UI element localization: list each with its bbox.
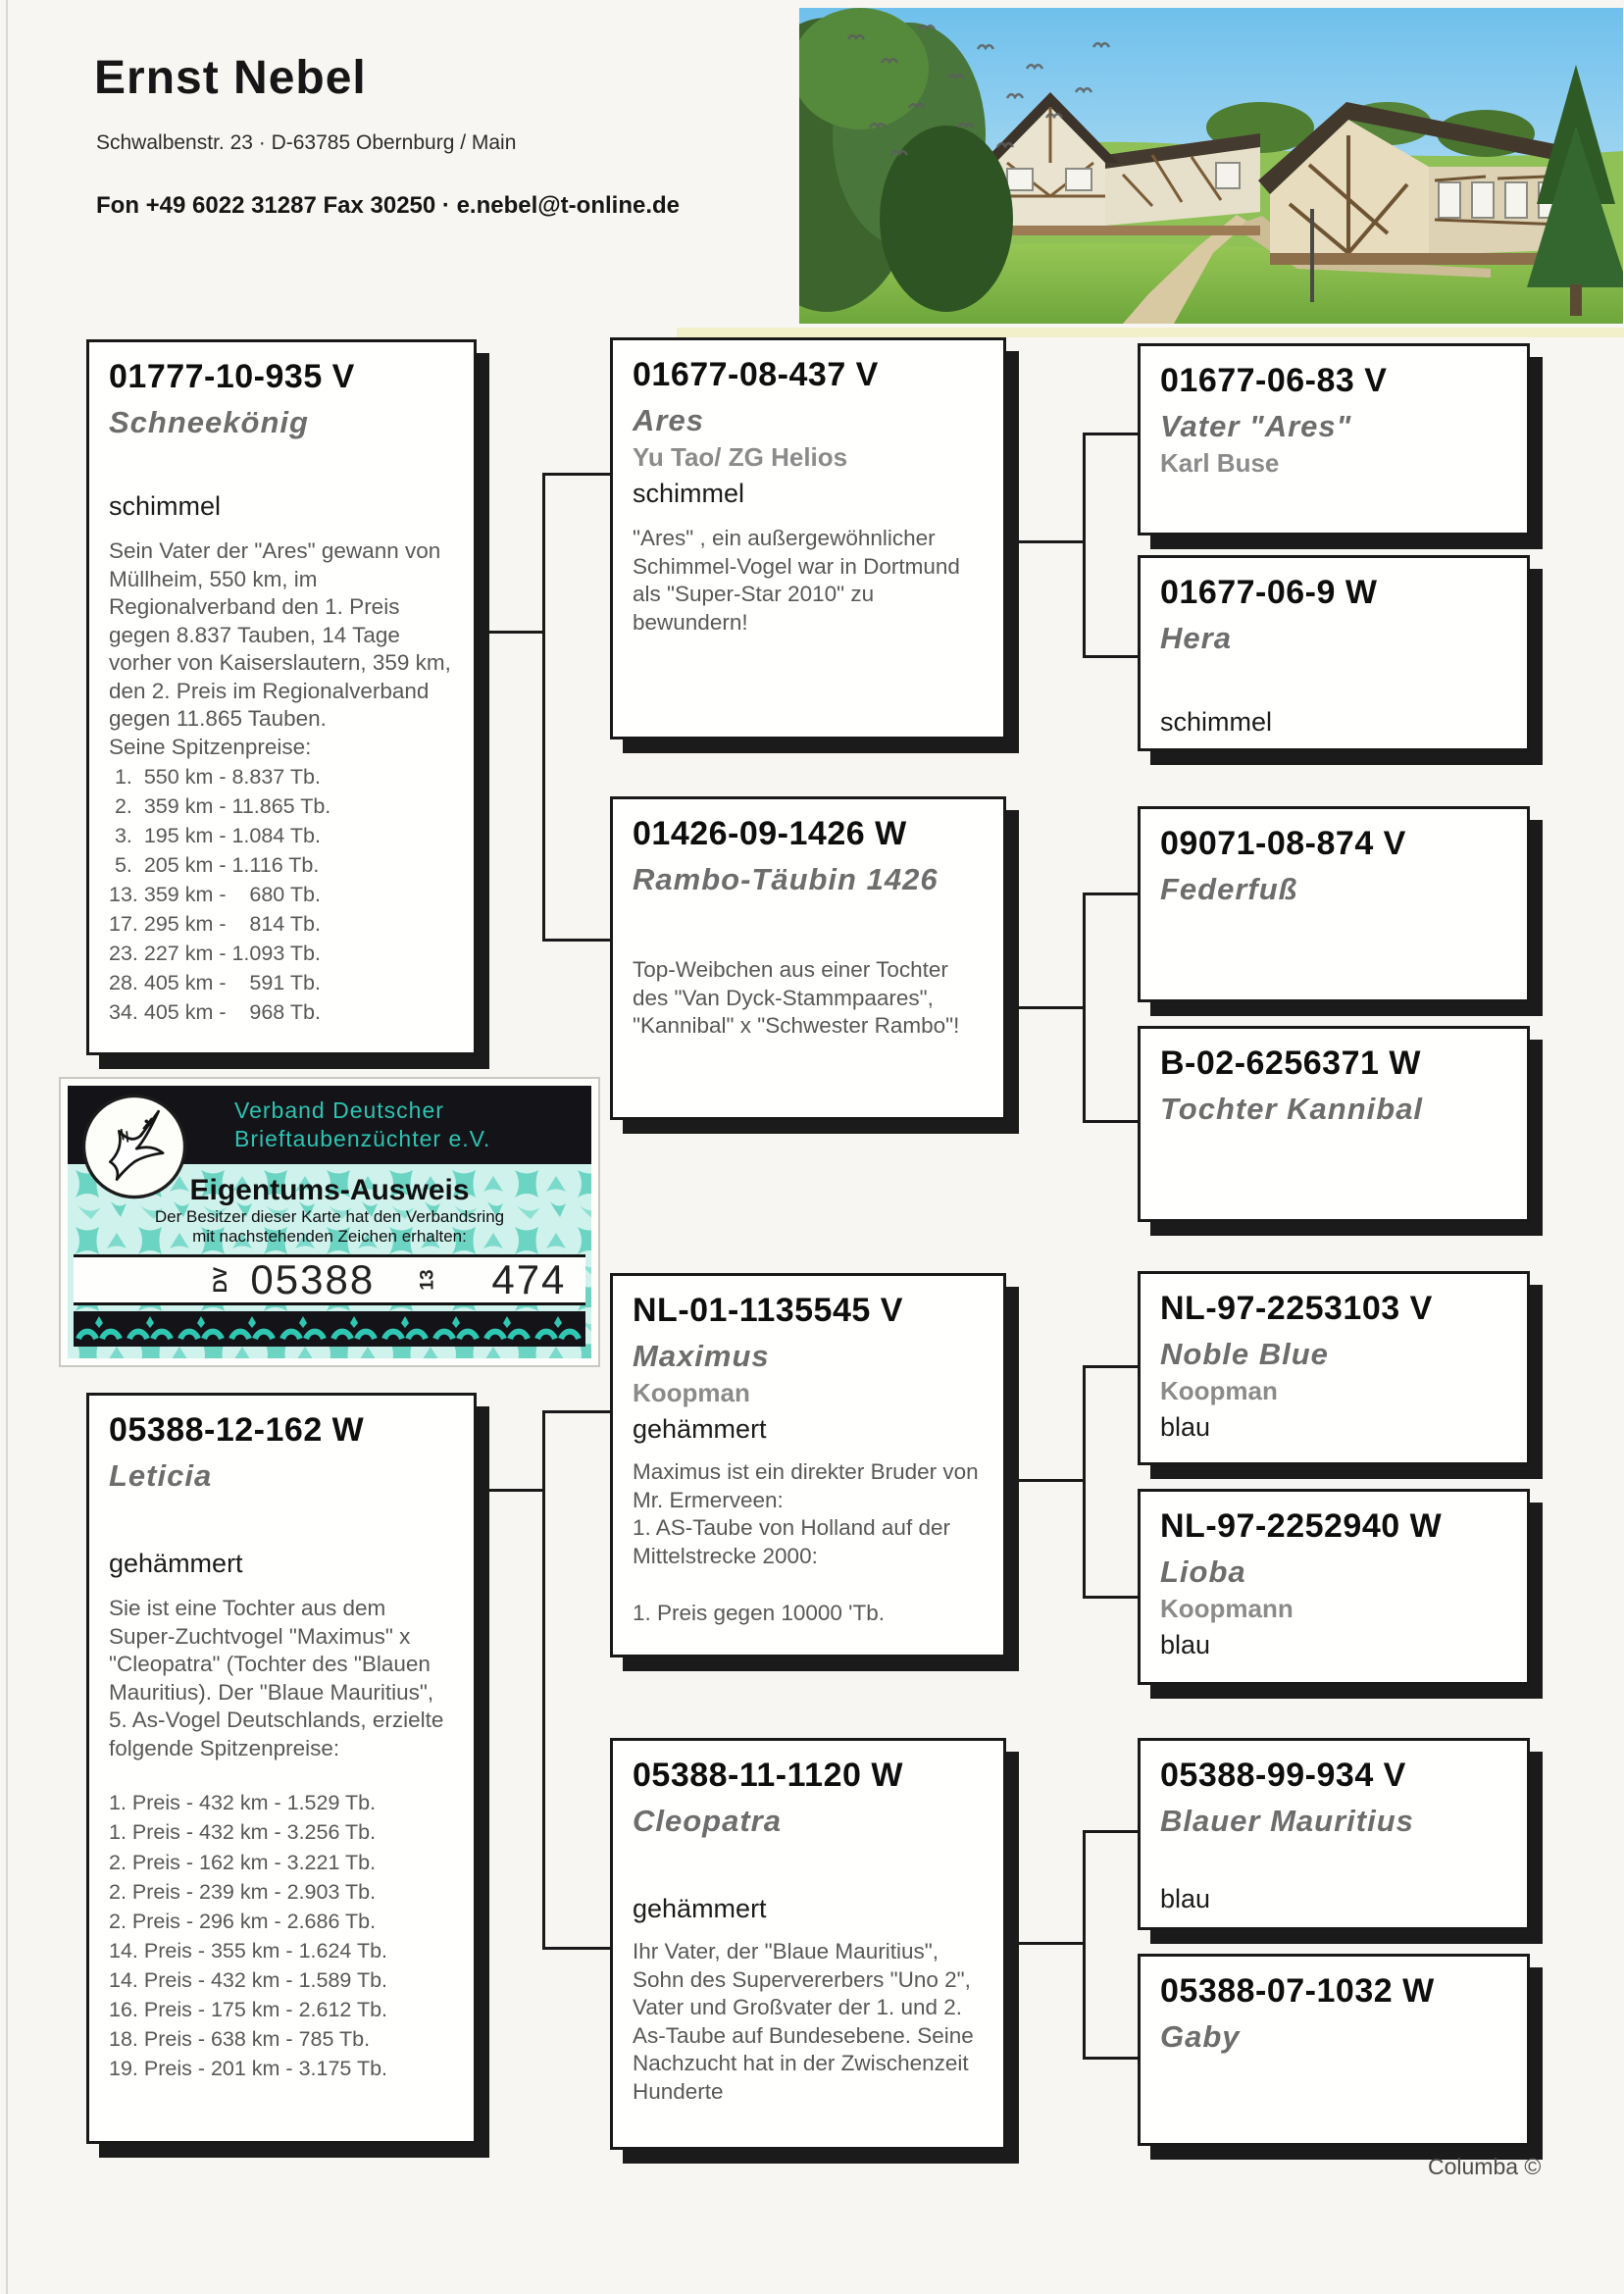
connector-line — [1086, 1120, 1138, 1123]
scan-artifact-band — [677, 328, 1624, 337]
pigeon-name: Ares — [633, 403, 704, 437]
loft-photo — [799, 8, 1623, 324]
connector-line — [1009, 540, 1086, 543]
ownership-card — [59, 1077, 600, 1367]
prize-line: 18. Preis - 638 km - 785 Tb. — [109, 2027, 371, 2052]
pigeon-name: Tochter Kannibal — [1160, 1092, 1424, 1126]
scan-artifact-line — [6, 0, 8, 2294]
prize-line: 34. 405 km - 968 Tb. — [109, 1000, 321, 1025]
breeder-line: Koopman — [1160, 1376, 1278, 1405]
prize-line: 17. 295 km - 814 Tb. — [109, 911, 321, 936]
pedigree-box-lioba — [1138, 1489, 1530, 1685]
pigeon-name: Vater "Ares" — [1160, 409, 1352, 443]
loft-photo-illustration — [799, 8, 1623, 324]
ring-number: 09071-08-874 V — [1160, 825, 1406, 862]
connector-line — [478, 631, 545, 634]
prize-line: 14. Preis - 432 km - 1.589 Tb. — [109, 1967, 388, 1992]
ring-number: 05388-99-934 V — [1160, 1757, 1406, 1794]
plumage-color: schimmel — [633, 479, 745, 508]
connector-line — [1086, 2057, 1138, 2060]
ring-number: 01426-09-1426 W — [633, 815, 907, 852]
connector-line — [1086, 1830, 1138, 1833]
ring-number: NL-01-1135545 V — [633, 1292, 903, 1329]
plumage-color: gehämmert — [109, 1549, 243, 1578]
prize-line: 1. 550 km - 8.837 Tb. — [109, 764, 321, 789]
ring-number: 05388-12-162 W — [109, 1411, 365, 1449]
plumage-color: gehämmert — [633, 1894, 767, 1923]
connector-line — [1086, 655, 1138, 658]
card-ornament-band — [74, 1311, 585, 1347]
organization-name-line2: Brieftaubenzüchter e.V. — [234, 1126, 491, 1151]
pedigree-box-maximus — [610, 1273, 1006, 1657]
connector-line — [545, 1947, 610, 1950]
prize-line: 13. 359 km - 680 Tb. — [109, 882, 321, 906]
ring-year: 13 — [417, 1269, 438, 1291]
pigeon-name: Federfuß — [1160, 872, 1298, 906]
pedigree-box-leticia — [86, 1393, 477, 2144]
breeder-line: Yu Tao/ ZG Helios — [633, 442, 848, 472]
connector-line — [1086, 433, 1138, 435]
pigeon-name: Rambo-Täubin 1426 — [633, 862, 939, 896]
prize-line: 2. Preis - 296 km - 2.686 Tb. — [109, 1909, 377, 1933]
pigeon-name: Gaby — [1160, 2019, 1241, 2054]
ring-serial-number: 474 — [491, 1256, 567, 1303]
ring-number: 01777-10-935 V — [109, 358, 355, 395]
plumage-color: schimmel — [109, 491, 222, 521]
prize-line: 16. Preis - 175 km - 2.612 Tb. — [109, 1998, 388, 2022]
pedigree-box-gaby — [1138, 1954, 1530, 2146]
connector-line — [1083, 433, 1086, 658]
prize-line: 2. Preis - 239 km - 2.903 Tb. — [109, 1879, 377, 1904]
plumage-color: blau — [1160, 1412, 1211, 1442]
pedigree-box-cleopatra — [610, 1738, 1006, 2150]
plumage-color: blau — [1160, 1630, 1211, 1659]
plumage-color: gehämmert — [633, 1414, 767, 1444]
organization-name-line1: Verband Deutscher — [234, 1097, 444, 1124]
pedigree-box-tochter-kannibal — [1138, 1026, 1530, 1222]
card-title: Eigentums-Ausweis — [189, 1174, 470, 1206]
connector-line — [1009, 1006, 1086, 1009]
prize-line: 23. 227 km - 1.093 Tb. — [109, 942, 321, 966]
ring-number: 01677-08-437 V — [633, 356, 879, 393]
breeder-line: Koopmann — [1160, 1594, 1294, 1623]
connector-line — [545, 939, 610, 942]
breeder-line: Karl Buse — [1160, 448, 1280, 478]
card-subtitle-line1: Der Besitzer dieser Karte hat den Verbandsring — [154, 1207, 505, 1226]
description: Maximus ist ein direkter Bruder von Mr. Ermerveen: — [633, 1459, 979, 1512]
connector-line — [545, 1410, 610, 1413]
ring-number: 01677-06-83 V — [1160, 362, 1388, 399]
pigeon-name: Lioba — [1160, 1555, 1246, 1589]
pedigree-box-noble-blue — [1138, 1271, 1530, 1465]
description: 1. Preis gegen 10000 'Tb. — [633, 1601, 885, 1626]
pedigree-box-vater-ares — [1138, 343, 1530, 535]
ring-number: B-02-6256371 W — [1160, 1045, 1421, 1082]
ring-id-strip — [74, 1254, 585, 1305]
description: 1. AS-Taube von Holland auf der Mittelstrecke 2000: — [633, 1515, 950, 1568]
connector-line — [1083, 892, 1086, 1123]
connector-line — [478, 1489, 545, 1492]
connector-line — [1083, 1365, 1086, 1599]
ring-number: 05388-11-1120 W — [633, 1757, 903, 1794]
description: Top-Weibchen aus einer Tochter des "Van Dyck-Stammpaares", "Kannibal" x "Schwester Rambo"! — [633, 957, 960, 1039]
pedigree-box-rambo-taeubin — [610, 796, 1006, 1120]
description: Seine Spitzenpreise: — [109, 734, 312, 759]
prize-line: 3. 195 km - 1.084 Tb. — [109, 823, 321, 847]
description: Ihr Vater, der "Blaue Mauritius", Sohn des Supervererbers "Uno 2", Vater und Großvater der 1. und 2. As-Taube auf Bundesebene. Seine Nachzucht hat in der Zwischenzeit Hunderte — [633, 1939, 974, 2104]
ring-breeder-number: 05388 — [250, 1256, 376, 1303]
pigeon-name: Cleopatra — [633, 1804, 782, 1838]
print-credit: Columba © — [1428, 2154, 1542, 2179]
breeder-name: Ernst Nebel — [94, 52, 367, 104]
ring-number: NL-97-2253103 V — [1160, 1290, 1433, 1327]
pedigree-box-blauer-mauritius — [1138, 1738, 1530, 1930]
ring-country-code: DV — [211, 1266, 232, 1294]
breeder-contact: Fon +49 6022 31287 Fax 30250 · e.nebel@t-online.de — [96, 192, 681, 219]
ring-number: 01677-06-9 W — [1160, 574, 1378, 611]
pigeon-name: Leticia — [109, 1458, 213, 1493]
description: Sie ist eine Tochter aus dem Super-Zuchtvogel "Maximus" x "Cleopatra" (Tochter des "Blauen Mauritius). Der "Blaue Mauritius", 5. As-Vogel Deutschlands, erzielte folgende Spitzenpreise: — [109, 1596, 444, 1760]
prize-line: 5. 205 km - 1.116 Tb. — [109, 852, 320, 877]
plumage-color: blau — [1160, 1884, 1211, 1913]
pedigree-box-schneekoenig — [86, 339, 477, 1055]
ring-number: NL-97-2252940 W — [1160, 1507, 1443, 1545]
pedigree-box-hera — [1138, 555, 1530, 751]
dove-icon — [79, 1092, 189, 1201]
pigeon-name: Blauer Mauritius — [1160, 1804, 1414, 1838]
prize-line: 1. Preis - 432 km - 1.529 Tb. — [109, 1791, 377, 1815]
prize-line: 2. 359 km - 11.865 Tb. — [109, 793, 331, 818]
connector-line — [1009, 1479, 1086, 1482]
connector-line — [1009, 1942, 1086, 1945]
card-subtitle-line2: mit nachstehenden Zeichen erhalten: — [192, 1227, 467, 1247]
pedigree-box-federfuss — [1138, 806, 1530, 1002]
breeder-line: Koopman — [633, 1378, 750, 1407]
prize-line: 1. Preis - 432 km - 3.256 Tb. — [109, 1820, 377, 1845]
connector-line — [542, 1410, 545, 1950]
connector-line — [1086, 1596, 1138, 1599]
connector-line — [1086, 892, 1138, 895]
prize-line: 2. Preis - 162 km - 3.221 Tb. — [109, 1850, 377, 1874]
ring-number: 05388-07-1032 W — [1160, 1972, 1435, 2010]
prize-line: 19. Preis - 201 km - 3.175 Tb. — [109, 2057, 388, 2081]
breeder-address: Schwalbenstr. 23 · D-63785 Obernburg / Main — [96, 131, 517, 154]
description: "Ares" , ein außergewöhnlicher Schimmel-Vogel war in Dortmund als "Super-Star 2010" zu bewundern! — [633, 526, 960, 635]
pigeon-name: Hera — [1160, 621, 1232, 655]
pigeon-name: Maximus — [633, 1339, 770, 1373]
description: Sein Vater der "Ares" gewann von Müllheim, 550 km, im Regionalverband den 1. Preis gegen 8.837 Tauben, 14 Tage vorher von Kaiserslautern, 359 km, den 2. Preis im Regionalverband gegen 11.865 Tauben. — [109, 538, 451, 732]
pigeon-name: Noble Blue — [1160, 1337, 1329, 1371]
connector-line — [1086, 1365, 1138, 1368]
plumage-color: schimmel — [1160, 707, 1273, 737]
prize-line: 14. Preis - 355 km - 1.624 Tb. — [109, 1938, 388, 1963]
prize-line: 28. 405 km - 591 Tb. — [109, 971, 321, 995]
connector-line — [1083, 1830, 1086, 2060]
connector-line — [545, 473, 610, 476]
pigeon-name: Schneekönig — [109, 405, 309, 439]
pedigree-box-ares — [610, 337, 1006, 739]
connector-line — [542, 473, 545, 942]
